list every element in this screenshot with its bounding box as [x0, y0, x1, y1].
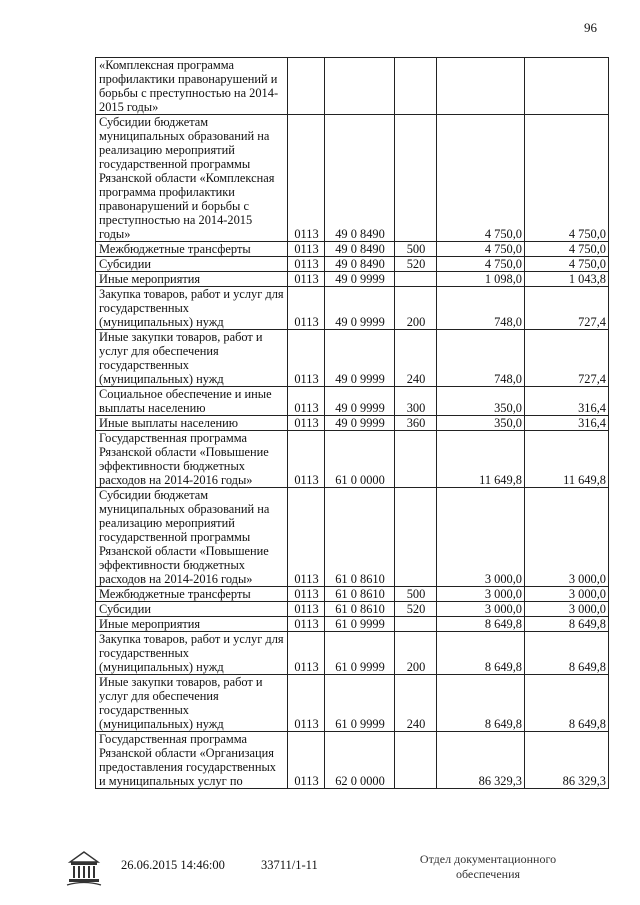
cell-sum2: 3 000,0	[525, 602, 609, 617]
cell-rz: 0113	[288, 732, 325, 789]
cell-rz: 0113	[288, 431, 325, 488]
cell-vr: 300	[395, 387, 437, 416]
cell-name: Субсидии	[96, 257, 288, 272]
cell-sum1: 350,0	[437, 387, 525, 416]
table-row	[96, 488, 609, 587]
cell-sum2: 4 750,0	[525, 257, 609, 272]
cell-sum2: 1 043,8	[525, 272, 609, 287]
cell-vr: 520	[395, 257, 437, 272]
cell-vr	[395, 617, 437, 632]
cell-sum1: 748,0	[437, 287, 525, 330]
cell-rz: 0113	[288, 617, 325, 632]
table-row	[96, 602, 609, 617]
cell-csr: 61 0 9999	[325, 617, 395, 632]
cell-rz: 0113	[288, 330, 325, 387]
cell-name: «Комплексная программа профилактики правонарушений и борьбы с преступностью на 2014-2015 годы»	[96, 58, 288, 115]
cell-name: Государственная программа Рязанской области «Организация предоставления государственных и муниципальных услуг по	[96, 732, 288, 789]
cell-vr: 520	[395, 602, 437, 617]
cell-sum1: 8 649,8	[437, 632, 525, 675]
table-row	[96, 330, 609, 387]
cell-csr: 62 0 0000	[325, 732, 395, 789]
cell-name: Социальное обеспечение и иные выплаты населению	[96, 387, 288, 416]
cell-rz: 0113	[288, 287, 325, 330]
cell-vr: 360	[395, 416, 437, 431]
cell-csr: 49 0 9999	[325, 416, 395, 431]
table-row	[96, 431, 609, 488]
cell-sum1: 350,0	[437, 416, 525, 431]
budget-table-body	[96, 58, 609, 789]
cell-name: Иные мероприятия	[96, 617, 288, 632]
cell-vr	[395, 431, 437, 488]
cell-sum2: 4 750,0	[525, 115, 609, 242]
cell-sum2: 3 000,0	[525, 587, 609, 602]
cell-csr: 49 0 9999	[325, 330, 395, 387]
cell-vr	[395, 272, 437, 287]
duma-building-emblem-icon	[64, 850, 104, 888]
cell-name: Межбюджетные трансферты	[96, 587, 288, 602]
cell-rz: 0113	[288, 416, 325, 431]
table-row	[96, 416, 609, 431]
cell-rz: 0113	[288, 387, 325, 416]
cell-csr: 49 0 9999	[325, 272, 395, 287]
cell-sum1: 4 750,0	[437, 115, 525, 242]
cell-sum2: 8 649,8	[525, 617, 609, 632]
cell-vr	[395, 58, 437, 115]
cell-name: Межбюджетные трансферты	[96, 242, 288, 257]
cell-csr: 49 0 8490	[325, 115, 395, 242]
cell-csr: 49 0 8490	[325, 257, 395, 272]
cell-sum2: 8 649,8	[525, 675, 609, 732]
table-row	[96, 732, 609, 789]
cell-csr	[325, 58, 395, 115]
cell-sum1: 11 649,8	[437, 431, 525, 488]
cell-name: Иные выплаты населению	[96, 416, 288, 431]
cell-vr: 200	[395, 632, 437, 675]
cell-sum2: 316,4	[525, 416, 609, 431]
cell-csr: 49 0 9999	[325, 387, 395, 416]
cell-rz: 0113	[288, 632, 325, 675]
table-row	[96, 632, 609, 675]
cell-sum2	[525, 58, 609, 115]
cell-name: Субсидии бюджетам муниципальных образований на реализацию мероприятий государственной программы Рязанской области «Комплексная программа профилактики правонарушений и борьбы с преступностью на 2014-2015 годы»	[96, 115, 288, 242]
cell-sum1: 1 098,0	[437, 272, 525, 287]
cell-csr: 61 0 8610	[325, 602, 395, 617]
cell-sum1	[437, 58, 525, 115]
cell-rz: 0113	[288, 257, 325, 272]
cell-sum1: 3 000,0	[437, 602, 525, 617]
cell-rz: 0113	[288, 242, 325, 257]
cell-vr: 500	[395, 587, 437, 602]
cell-name: Государственная программа Рязанской области «Повышение эффективности бюджетных расходов на 2014-2016 годы»	[96, 431, 288, 488]
budget-table	[95, 57, 609, 789]
cell-sum2: 11 649,8	[525, 431, 609, 488]
cell-csr: 49 0 9999	[325, 287, 395, 330]
cell-rz: 0113	[288, 115, 325, 242]
cell-rz: 0113	[288, 675, 325, 732]
cell-vr: 200	[395, 287, 437, 330]
footer-department-stamp: Отдел документационного обеспечения	[419, 852, 557, 881]
cell-csr: 61 0 9999	[325, 675, 395, 732]
cell-name: Иные закупки товаров, работ и услуг для обеспечения государственных (муниципальных) нужд	[96, 330, 288, 387]
cell-sum2: 727,4	[525, 330, 609, 387]
cell-rz: 0113	[288, 272, 325, 287]
cell-csr: 61 0 0000	[325, 431, 395, 488]
table-row	[96, 287, 609, 330]
table-row	[96, 242, 609, 257]
cell-vr: 240	[395, 330, 437, 387]
cell-csr: 49 0 8490	[325, 242, 395, 257]
cell-name: Субсидии бюджетам муниципальных образований на реализацию мероприятий государственной программы Рязанской области «Повышение эффективности бюджетных расходов на 2014-2016 годы»	[96, 488, 288, 587]
page-number: 96	[584, 20, 597, 35]
table-row	[96, 675, 609, 732]
cell-vr	[395, 732, 437, 789]
cell-rz: 0113	[288, 587, 325, 602]
cell-name: Закупка товаров, работ и услуг для государственных (муниципальных) нужд	[96, 632, 288, 675]
table-row	[96, 257, 609, 272]
cell-sum1: 748,0	[437, 330, 525, 387]
cell-sum1: 8 649,8	[437, 617, 525, 632]
cell-vr	[395, 488, 437, 587]
cell-sum2: 4 750,0	[525, 242, 609, 257]
table-row	[96, 387, 609, 416]
cell-sum2: 8 649,8	[525, 632, 609, 675]
cell-rz: 0113	[288, 488, 325, 587]
cell-name: Субсидии	[96, 602, 288, 617]
cell-vr: 240	[395, 675, 437, 732]
cell-name: Иные мероприятия	[96, 272, 288, 287]
table-row	[96, 272, 609, 287]
cell-sum1: 3 000,0	[437, 488, 525, 587]
cell-sum1: 3 000,0	[437, 587, 525, 602]
cell-sum1: 86 329,3	[437, 732, 525, 789]
cell-csr: 61 0 8610	[325, 488, 395, 587]
cell-name: Закупка товаров, работ и услуг для государственных (муниципальных) нужд	[96, 287, 288, 330]
table-row	[96, 58, 609, 115]
cell-csr: 61 0 9999	[325, 632, 395, 675]
cell-csr: 61 0 8610	[325, 587, 395, 602]
cell-sum2: 316,4	[525, 387, 609, 416]
cell-vr: 500	[395, 242, 437, 257]
cell-vr	[395, 115, 437, 242]
cell-sum2: 727,4	[525, 287, 609, 330]
cell-sum1: 4 750,0	[437, 257, 525, 272]
cell-rz: 0113	[288, 602, 325, 617]
table-row	[96, 587, 609, 602]
cell-sum2: 86 329,3	[525, 732, 609, 789]
cell-sum2: 3 000,0	[525, 488, 609, 587]
footer-doc-id: 33711/1-11	[261, 858, 318, 872]
cell-name: Иные закупки товаров, работ и услуг для обеспечения государственных (муниципальных) нужд	[96, 675, 288, 732]
cell-rz	[288, 58, 325, 115]
table-row	[96, 115, 609, 242]
table-row	[96, 617, 609, 632]
cell-sum1: 4 750,0	[437, 242, 525, 257]
cell-sum1: 8 649,8	[437, 675, 525, 732]
footer-datetime: 26.06.2015 14:46:00	[121, 858, 225, 872]
